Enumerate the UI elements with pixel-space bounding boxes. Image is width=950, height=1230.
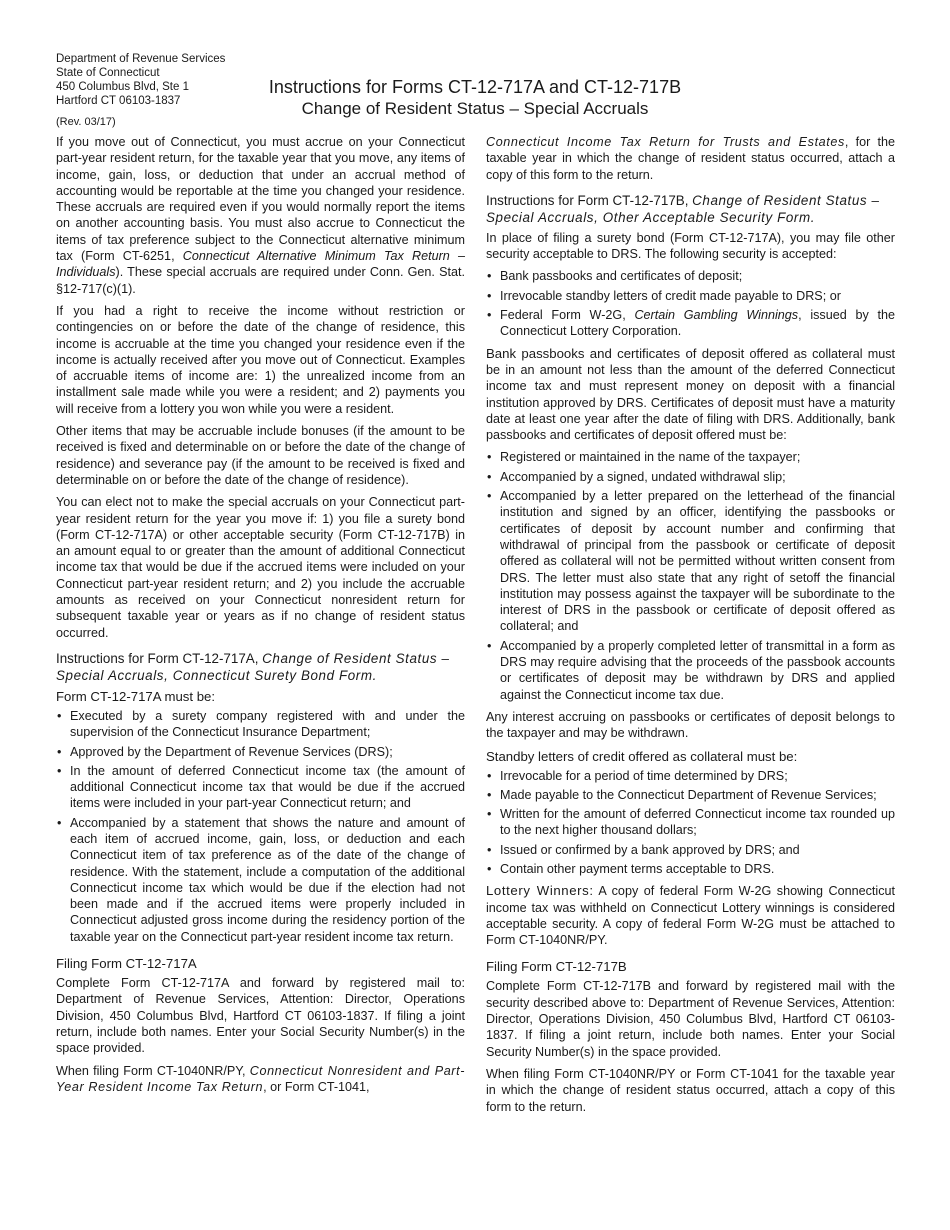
paragraph-filing-717a: Complete Form CT-12-717A and forward by registered mail to: Department of Revenue Services, Attention: Director, Operations Division, 450 Columbus Blvd, Hartford CT 06103-1837. If filing a joint return, include both names. Enter your Social Security Number(s) in the space provided. [56,976,465,1056]
text: If you move out of Connecticut, you must accrue on your Connecticut part-year resident return, for the taxable year that you move, any items of income, gain, loss, or deduction that under an accrual method of accounting would be reportable at the time you changed your residence. These accruals are required even if you would normally report the items on another accounting basis. You must also accrue to Connecticut the items of tax preference subject to the Connecticut alternative minimum tax (Form CT-6251, [56,135,465,264]
form-name: Connecticut Income Tax Return for Trusts and Estates [486,135,845,149]
requirements-list [56,708,465,945]
form-name: Connecticut Alternative Minimum Tax Return – Individuals [56,249,465,280]
paragraph-accrual-requirement [56,134,465,297]
lead-in: Bank passbooks and certificates of deposit [486,345,745,361]
paragraph-when-filing-717b: When filing Form CT-1040NR/PY or Form CT-1041 for the taxable year in which the change of resident status occurred, attach a copy of this form to the return. [486,1066,895,1114]
list-item: • Accompanied by a statement that shows the nature and amount of each item of accrued income, gain, loss, or deduction and each Connecticut item of tax preference as of the date of the change of residence. With the statement, include a computation of the additional Connecticut income tax which would be due if the election had not been made and if the accrued items were properly included in Connecticut adjusted gross income during the residency portion of the taxable year on the Connecticut part-year resident income tax return. [56,815,465,945]
title-block [200,77,750,119]
agency-line: Department of Revenue Services [56,53,226,65]
left-column [56,134,465,1101]
list-item: • Contain other payment terms acceptable to DRS. [486,861,895,877]
text: A copy of federal Form W-2G showing Connecticut income tax was withheld on Connecticut Lottery winnings is considered acceptable security. A copy of federal Form W-2G must be attached to Form CT-1040NR/PY. [486,884,896,948]
form-name: Change of Resident Status – Special Accruals, Other Acceptable Security Form. [486,192,880,225]
agency-line: 450 Columbus Blvd, Ste 1 [56,81,189,93]
text: Instructions for Form CT-12-717B, [486,192,693,208]
list-item: • In the amount of deferred Connecticut income tax (the amount of additional Connecticut income tax that would be due if the accrued items were included in your part-year Connecticut return; and [56,763,465,812]
text: , for the taxable year in which the change of resident status occurred, attach a copy of this form to the return. [486,135,895,182]
heading-filing-717a: Filing Form CT-12-717A [56,956,197,972]
paragraph-other-items: Other items that may be accruable include bonuses (if the amount to be received is fixed and determinable on or before the date of the change of residence) and severance pay (if the amount to be received is fixed and determinable on or before the date of the change of residence). [56,424,465,487]
paragraph-interest: Any interest accruing on passbooks or certificates of deposit belongs to the taxpayer and may be withdrawn. [486,709,895,741]
heading-filing-717b: Filing Form CT-12-717B [486,959,627,975]
bank-requirements-list [486,449,895,702]
paragraph-continued [486,134,895,183]
list-item: • Irrevocable for a period of time determined by DRS; [486,768,895,784]
paragraph-bank-passbooks [486,346,895,444]
agency-line: Hartford CT 06103-1837 [56,95,181,107]
list-item [486,307,895,340]
paragraph-when-filing [56,1063,465,1096]
text: Federal Form W-2G, [500,308,635,323]
list-item: • Registered or maintained in the name of the taxpayer; [486,449,895,465]
page-subtitle: Change of Resident Status – Special Accruals [301,99,649,118]
form-name: Connecticut Nonresident and Part-Year Resident Income Tax Return [56,1063,465,1094]
list-item: • Executed by a surety company registered with and under the supervision of the Connecticut Insurance Department; [56,708,465,741]
text: , or Form CT-1041, [263,1079,370,1094]
text: , issued by the Connecticut Lottery Corporation. [500,308,895,339]
list-item: • Bank passbooks and certificates of deposit; [486,268,895,284]
list-item: • Made payable to the Connecticut Department of Revenue Services; [486,787,895,803]
list-item: • Accompanied by a letter prepared on the letterhead of the financial institution and signed by an officer, identifying the passbooks or certificates of deposit by account number and confirming that withdrawal of principal from the passbook or certificate of deposit offered as collateral will not be permitted without written consent from DRS. The letter must also state that any right of setoff the financial institution may possess against the taxpayer will be subordinate to the interest of DRS in the passbook or certificate of deposit offered as collateral; and [486,488,895,635]
security-list [486,268,895,339]
text: ). These special accruals are required under Conn. Gen. Stat. §12-717(c)(1). [56,265,465,296]
text: Instructions for Form CT-12-717A, [56,650,263,666]
paragraph-lottery [486,883,895,948]
list-item: • Irrevocable standby letters of credit made payable to DRS; or [486,288,895,304]
list-item: • Accompanied by a properly completed letter of transmittal in a form as DRS may require advising that the proceeds of the passbook accounts or certificates of deposit may be withdrawn by DRS and applied against the Connecticut income tax due. [486,638,895,703]
list-item: • Accompanied by a signed, undated withdrawal slip; [486,469,895,485]
standby-requirements-list [486,768,895,878]
subheading-must-be: Form CT-12-717A must be: [56,688,216,704]
page-title: Instructions for Forms CT-12-717A and CT-12-717B [268,77,682,97]
heading-ct-12-717b [486,192,895,226]
text: When filing Form CT-1040NR/PY, [56,1063,250,1078]
list-item: • Approved by the Department of Revenue Services (DRS); [56,744,465,760]
paragraph-right-to-receive: If you had a right to receive the income without restriction or contingencies on or before the date of the change of residence, this income is accruable at the time you changed your residence even if the income is actually received after you move out of Connecticut. Examples of accruable items of income are: 1) the unrealized income from an installment sale made while you were a resident; and 2) payments you will receive from a lottery you won while you were a resident. [56,303,465,416]
list-item: • Written for the amount of deferred Connecticut income tax rounded up to the next higher thousand dollars; [486,806,895,839]
list-item: • Issued or confirmed by a bank approved by DRS; and [486,842,895,858]
text: offered as collateral must be in an amount not less than the amount of the deferred Connecticut income tax and must represent money on deposit with a financial institution approved by DRS. Certificates of deposit must have a maturity date at least one year after the date of filing with DRS. Additionally, bank passbooks and certificates of deposit offered must be: [486,346,895,443]
paragraph-filing-717b: Complete Form CT-12-717B and forward by registered mail with the security described above to: Department of Revenue Services, Attention: Director, Operations Division, 450 Columbus Blvd, Hartford CT 06103-1837. If filing a joint return, include both names. Enter your Social Security Number(s) in the space provided. [486,979,895,1059]
revision-date: (Rev. 03/17) [56,116,116,128]
right-column [486,134,895,1121]
subheading-standby: Standby letters of credit offered as collateral must be: [486,748,798,764]
lead-in: Lottery Winners: [486,883,594,899]
form-name: Change of Resident Status – Special Accruals, Connecticut Surety Bond Form. [56,650,450,683]
paragraph-elect-not: You can elect not to make the special accruals on your Connecticut part-year resident return for the year you move if: 1) you file a surety bond (Form CT-12-717A) or other acceptable security (Form CT-12-717B) in an amount equal to or greater than the amount of additional Connecticut income tax that would be due if the accrued items were included on your Connecticut part-year resident return; and 2) you include the accruable amounts as received on your Connecticut nonresident return for subsequent taxable year or years as if no change of resident status occurred. [56,495,465,640]
paragraph-in-place: In place of filing a surety bond (Form CT-12-717A), you may file other security acceptable to DRS. The following security is accepted: [486,230,895,262]
agency-line: State of Connecticut [56,67,160,79]
form-name: Certain Gambling Winnings [634,308,799,323]
heading-ct-12-717a [56,650,465,684]
